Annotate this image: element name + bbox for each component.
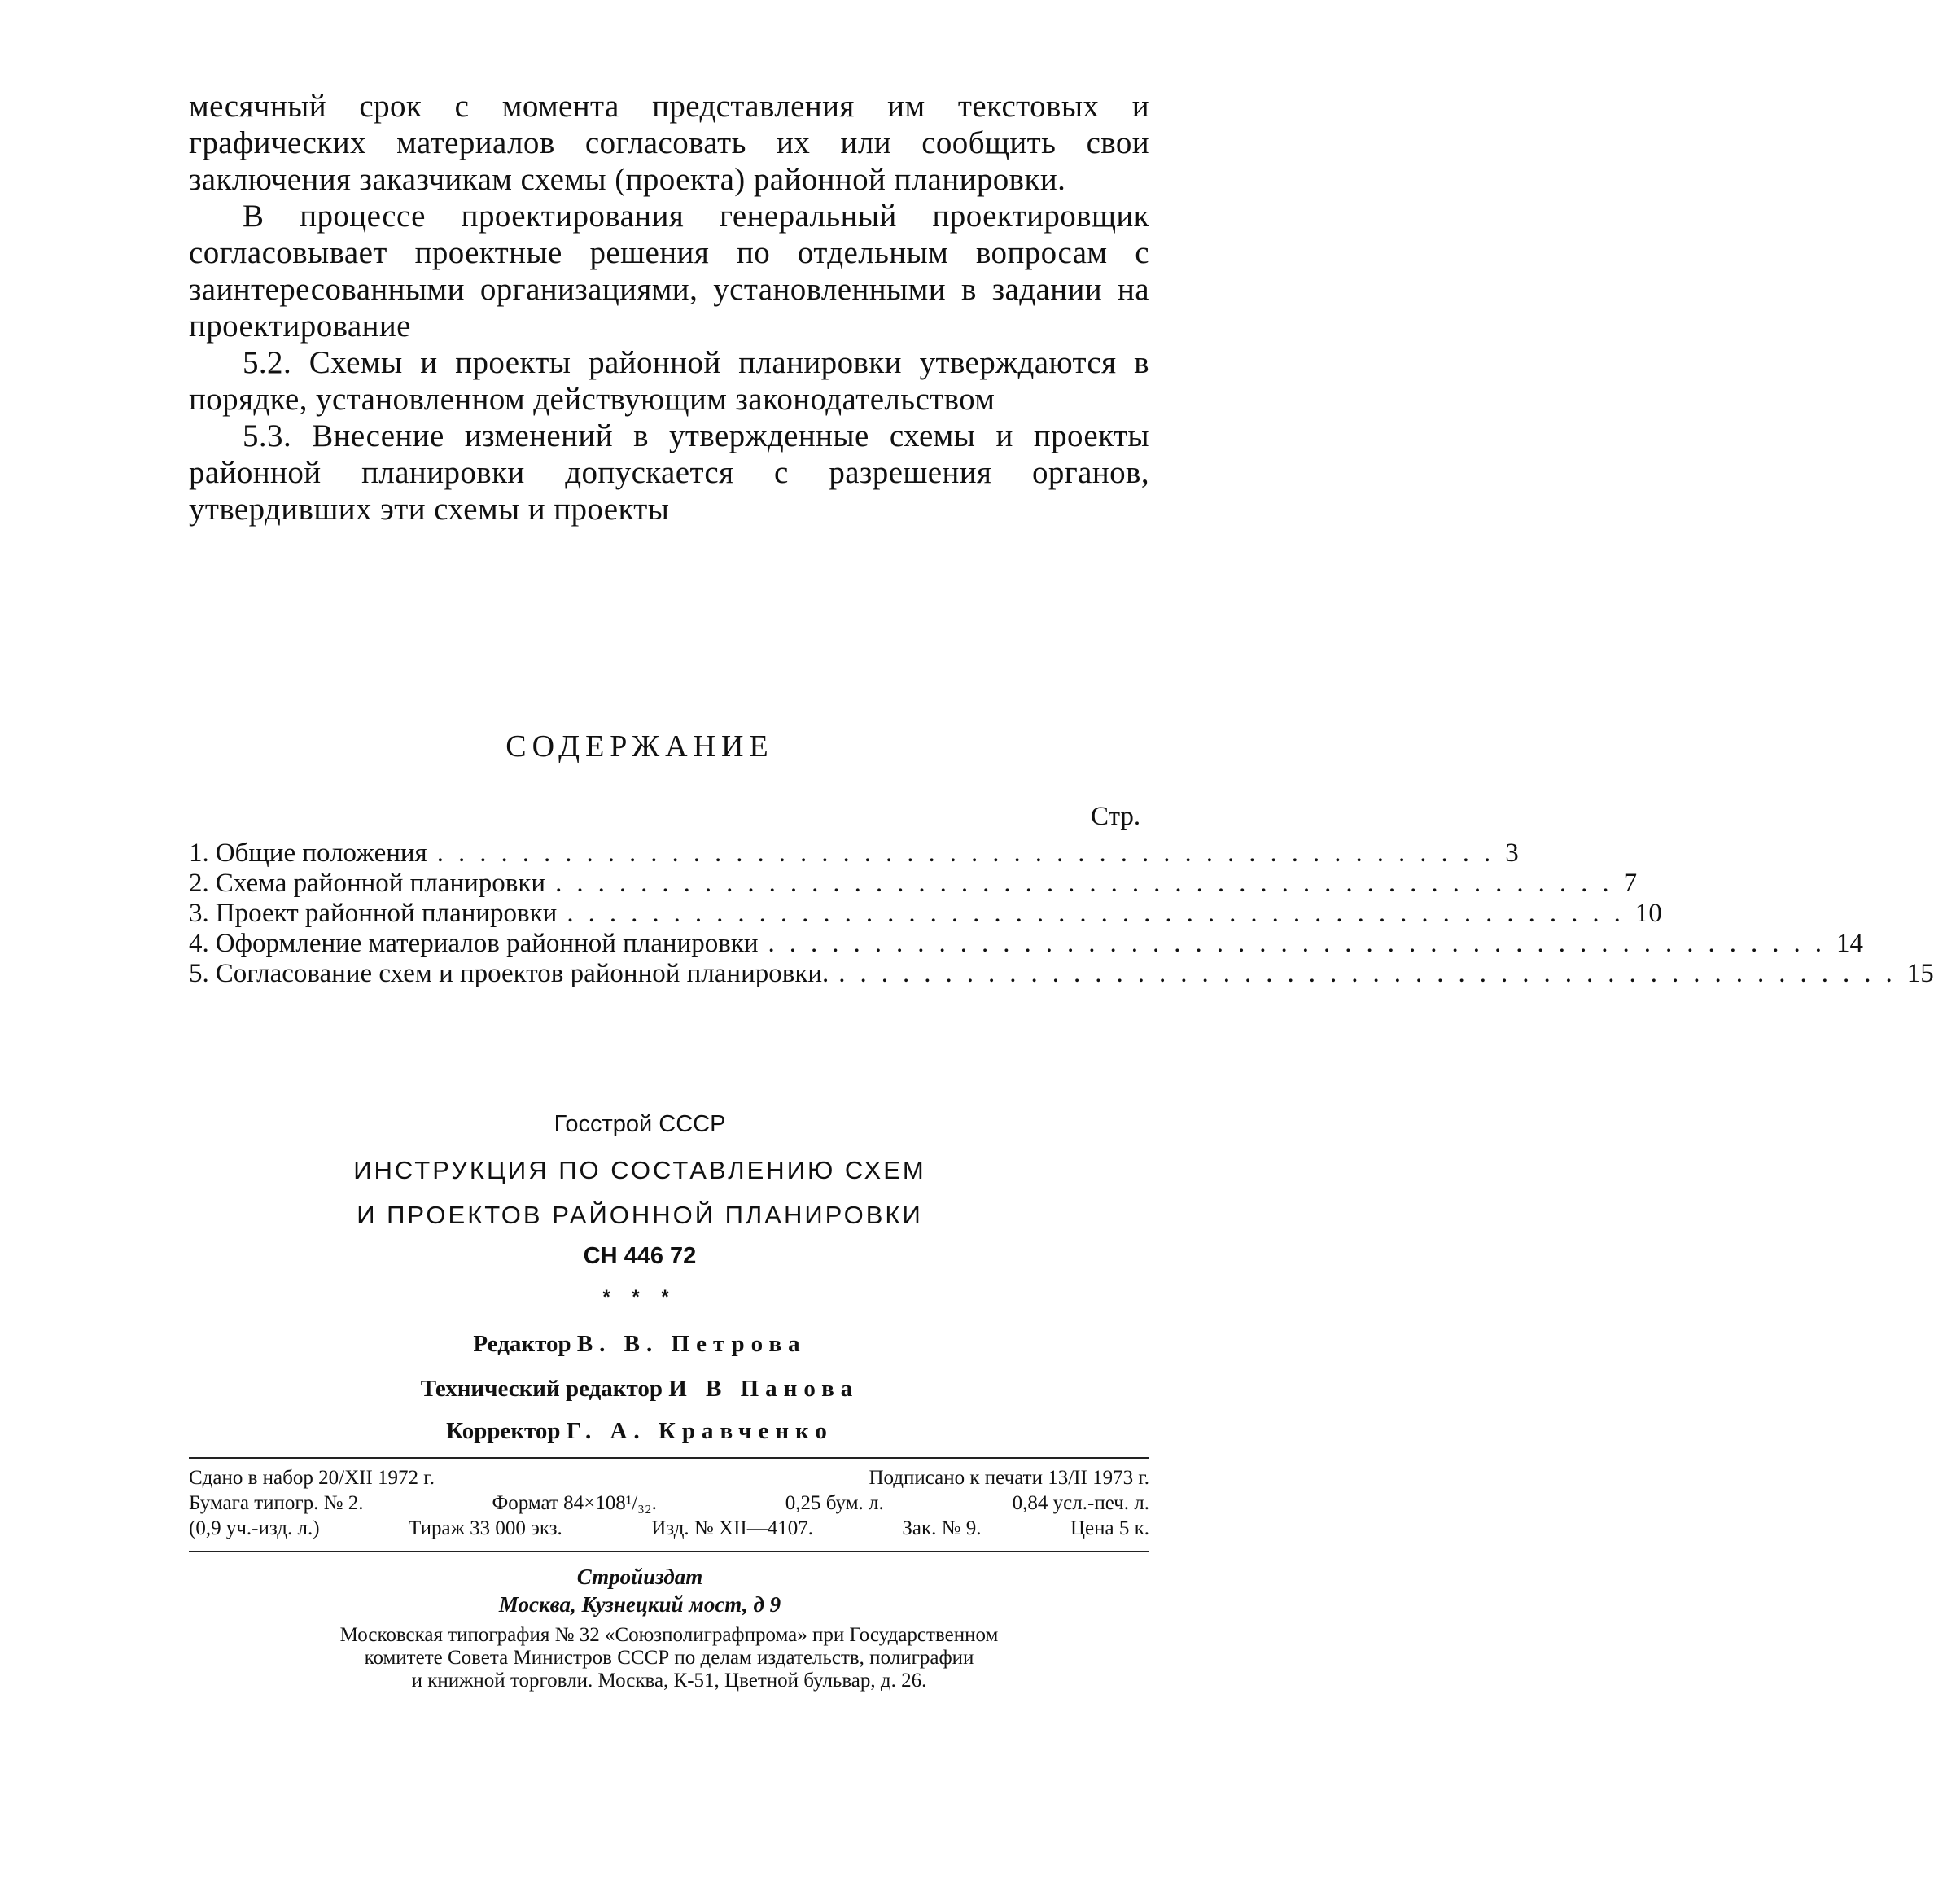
toc-item-number: 5. [189, 959, 209, 988]
paragraph-continuation: месячный срок с момента представления им текстовых и графических материалов согласовать их или сообщить свои заключения заказчикам схемы (проекта) районной планировки. [189, 89, 1149, 197]
toc-item-page: 14 [1836, 929, 1864, 958]
tech-editor-name: И В Панова [668, 1376, 860, 1402]
paragraph-5-3: 5.3. Внесение изменений в утвержденные схемы и проекты районной планировки допускается с разрешения органов, утвердивших эти схемы и проекты [189, 418, 1149, 527]
paper-sheets: 0,25 бум. л. [785, 1492, 884, 1514]
toc-item-number: 3. [189, 899, 209, 928]
organization-name: Госстрой СССР [554, 1111, 726, 1137]
edition-number: Изд. № XII—4107. [651, 1517, 813, 1539]
toc-item-page: 7 [1623, 869, 1638, 898]
divider-top [189, 1457, 1149, 1459]
toc-item-page: 10 [1634, 899, 1662, 928]
toc-item [189, 869, 1638, 899]
paragraph-design-process: В процессе проектирования генеральный проектировщик согласовывает проектные решения по отдельным вопросам с заинтересованными организациями, установленными в задании на проектирование [189, 199, 1149, 344]
toc-item [189, 959, 1934, 989]
toc-item [189, 929, 1864, 959]
print-run: Тираж 33 000 экз. [408, 1517, 562, 1539]
paper-type: Бумага типогр. № 2. [189, 1492, 364, 1514]
tech-editor-role: Технический редактор [420, 1376, 663, 1402]
toc-item-number: 1. [189, 838, 209, 868]
toc-page-header: Стр. [1091, 802, 1141, 831]
document-code: СН 446 72 [583, 1243, 697, 1269]
printer-line: комитете Совета Министров СССР по делам издательств, полиграфии [364, 1647, 974, 1669]
table-of-contents [189, 838, 1934, 989]
toc-leader-dots: .................................................. [567, 899, 1635, 928]
paragraph-5-2: 5.2. Схемы и проекты районной планировки утверждаются в порядке, установленном действующим законодательством [189, 345, 1149, 417]
price: Цена 5 к. [1070, 1517, 1149, 1539]
document-title-line-1: ИНСТРУКЦИЯ ПО СОСТАВЛЕНИЮ СХЕМ [353, 1156, 926, 1184]
print-sheets: 0,84 усл.-печ. л. [1012, 1492, 1149, 1514]
editor-credit [0, 1331, 1280, 1358]
document-title-line-2: И ПРОЕКТОВ РАЙОННОЙ ПЛАНИРОВКИ [357, 1201, 923, 1229]
toc-leader-dots: .................................................. [555, 869, 1624, 898]
order-number: Зак. № 9. [902, 1517, 982, 1539]
publication-details [189, 1465, 1149, 1541]
publication-row [189, 1516, 1149, 1541]
toc-leader-dots: .................................................. [838, 959, 1907, 988]
toc-title: СОДЕРЖАНИЕ [505, 729, 774, 764]
publisher-address: Москва, Кузнецкий мост, д 9 [498, 1592, 781, 1617]
toc-item-label: Оформление материалов районной планировки [215, 929, 759, 958]
toc-item-label: Согласование схем и проектов районной планировки. [215, 959, 829, 988]
toc-leader-dots: .................................................. [768, 929, 1837, 958]
publication-row [189, 1490, 1149, 1516]
body-text [189, 88, 1149, 527]
editor-role: Редактор [473, 1331, 571, 1357]
divider-bottom [189, 1551, 1149, 1552]
proofreader-name: Г. А. Кравченко [566, 1418, 834, 1444]
toc-item-number: 4. [189, 929, 209, 958]
proofreader-role: Корректор [446, 1418, 561, 1444]
printer-line: Московская типография № 32 «Союзполиграфпрома» при Государственном [339, 1624, 999, 1646]
separator-stars: * * * [602, 1286, 677, 1308]
publishing-sheets: (0,9 уч.-изд. л.) [189, 1517, 320, 1539]
toc-item-label: Общие положения [215, 838, 427, 868]
toc-item-label: Проект районной планировки [215, 899, 558, 928]
editor-name: В. В. Петрова [576, 1331, 807, 1357]
proofreader-credit [0, 1418, 1280, 1445]
toc-item-page: 15 [1906, 959, 1934, 988]
publisher-name: Стройиздат [576, 1565, 703, 1589]
typeset-date: Сдано в набор 20/XII 1972 г. [189, 1467, 435, 1489]
printer-info [189, 1624, 1149, 1692]
tech-editor-credit [0, 1376, 1280, 1403]
toc-item [189, 838, 1519, 869]
toc-item-page: 3 [1505, 838, 1519, 868]
toc-item-number: 2. [189, 869, 209, 898]
toc-item-label: Схема районной планировки [215, 869, 546, 898]
publication-row [189, 1465, 1149, 1490]
toc-leader-dots: .................................................. [436, 838, 1506, 868]
toc-item [189, 899, 1662, 929]
print-signed-date: Подписано к печати 13/II 1973 г. [869, 1467, 1149, 1489]
format: Формат 84×108¹/₃₂. [492, 1492, 657, 1514]
printer-line: и книжной торговли. Москва, К-51, Цветной бульвар, д. 26. [411, 1670, 927, 1692]
